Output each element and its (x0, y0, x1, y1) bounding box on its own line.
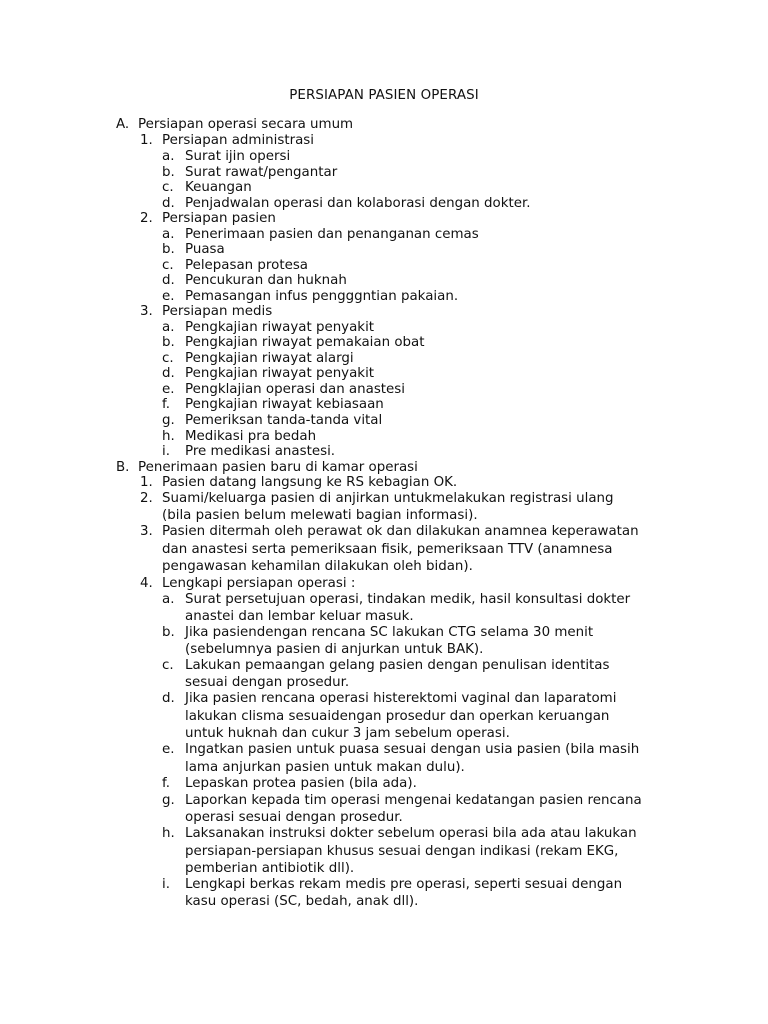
sublist-item-text: anastei dan lembar keluar masuk. (185, 609, 414, 624)
list-item-marker: 2. (140, 211, 153, 226)
sublist-item-text: lakukan clisma sesuaidengan prosedur dan operkan keruangan (185, 709, 610, 724)
section-heading: Penerimaan pasien baru di kamar operasi (138, 460, 418, 475)
sublist-item-text: pemberian antibiotik dll). (185, 861, 355, 876)
section-marker: B. (116, 460, 130, 475)
sublist-item-marker: b. (162, 242, 175, 257)
sublist-item-text: Puasa (185, 242, 225, 257)
sublist-item-text: Penjadwalan operasi dan kolaborasi dengan dokter. (185, 196, 531, 211)
sublist-item-marker: e. (162, 742, 175, 757)
sublist-item-marker: a. (162, 227, 175, 242)
list-item-marker: 2. (140, 491, 153, 506)
sublist-item-text: Surat persetujuan operasi, tindakan medik, hasil konsultasi dokter (185, 592, 631, 607)
list-item-text: (bila pasien belum melewati bagian informasi). (162, 508, 478, 523)
sublist-item-text: Surat ijin opersi (185, 149, 291, 164)
list-item-marker: 1. (140, 133, 153, 148)
sublist-item-text: untuk huknah dan cukur 3 jam sebelum operasi. (185, 726, 510, 741)
sublist-item-marker: b. (162, 335, 175, 350)
sublist-item-marker: a. (162, 320, 175, 335)
sublist-item-text: kasu operasi (SC, bedah, anak dll). (185, 894, 419, 909)
sublist-item-marker: b. (162, 165, 175, 180)
sublist-item-marker: c. (162, 658, 174, 673)
sublist-item-text: Medikasi pra bedah (185, 429, 317, 444)
list-item-marker: 1. (140, 475, 153, 490)
list-item-text: Persiapan pasien (162, 211, 276, 226)
sublist-item-marker: g. (162, 793, 175, 808)
sublist-item-text: Pengklajian operasi dan anastesi (185, 382, 405, 397)
sublist-item-marker: c. (162, 180, 174, 195)
sublist-item-text: Surat rawat/pengantar (185, 165, 338, 180)
sublist-item-text: lama anjurkan pasien untuk makan dulu). (185, 760, 465, 775)
sublist-item-text: Pemasangan infus pengggntian pakaian. (185, 289, 459, 304)
list-item-text: Pasien ditermah oleh perawat ok dan dilakukan anamnea keperawatan (162, 524, 639, 539)
sublist-item-marker: c. (162, 258, 174, 273)
sublist-item-text: Penerimaan pasien dan penanganan cemas (185, 227, 479, 242)
list-item-text: Persiapan administrasi (162, 133, 315, 148)
sublist-item-marker: b. (162, 625, 175, 640)
sublist-item-text: Keuangan (185, 180, 252, 195)
sublist-item-text: Ingatkan pasien untuk puasa sesuai dengan usia pasien (bila masih (185, 742, 640, 757)
section-heading: Persiapan operasi secara umum (138, 117, 354, 132)
sublist-item-text: Pengkajian riwayat alargi (185, 351, 354, 366)
sublist-item-text: (sebelumnya pasien di anjurkan untuk BAK). (185, 642, 484, 657)
sublist-item-text: operasi sesuai dengan prosedur. (185, 810, 403, 825)
sublist-item-marker: c. (162, 351, 174, 366)
list-item-text: Pasien datang langsung ke RS kebagian OK. (162, 475, 458, 490)
sublist-item-text: Pengkajian riwayat penyakit (185, 320, 375, 335)
sublist-item-marker: d. (162, 196, 175, 211)
list-item-text: Suami/keluarga pasien di anjirkan untukmelakukan registrasi ulang (162, 491, 614, 506)
sublist-item-text: sesuai dengan prosedur. (185, 675, 350, 690)
sublist-item-marker: h. (162, 826, 175, 841)
list-item-marker: 4. (140, 576, 153, 591)
list-item-text: Persiapan medis (162, 304, 273, 319)
sublist-item-marker: d. (162, 691, 175, 706)
sublist-item-text: Laporkan kepada tim operasi mengenai kedatangan pasien rencana (185, 793, 642, 808)
sublist-item-marker: e. (162, 382, 175, 397)
sublist-item-marker: i. (162, 877, 170, 892)
sublist-item-text: Lepaskan protea pasien (bila ada). (185, 776, 417, 791)
sublist-item-text: Pemeriksan tanda-tanda vital (185, 413, 383, 428)
sublist-item-text: Pengkajian riwayat penyakit (185, 366, 375, 381)
sublist-item-text: Lakukan pemaangan gelang pasien dengan penulisan identitas (185, 658, 610, 673)
sublist-item-text: persiapan-persiapan khusus sesuai dengan indikasi (rekam EKG, (185, 844, 619, 859)
sublist-item-text: Jika pasiendengan rencana SC lakukan CTG selama 30 menit (185, 625, 594, 640)
sublist-item-marker: g. (162, 413, 175, 428)
sublist-item-marker: e. (162, 289, 175, 304)
sublist-item-marker: a. (162, 149, 175, 164)
list-item-marker: 3. (140, 524, 153, 539)
sublist-item-marker: f. (162, 397, 170, 412)
list-item-marker: 3. (140, 304, 153, 319)
sublist-item-text: Pencukuran dan huknah (185, 273, 347, 288)
sublist-item-marker: d. (162, 366, 175, 381)
list-item-text: dan anastesi serta pemeriksaan fisik, pemeriksaan TTV (anamnesa (162, 542, 613, 557)
sublist-item-marker: i. (162, 444, 170, 459)
sublist-item-marker: f. (162, 776, 170, 791)
sublist-item-text: Pre medikasi anastesi. (185, 444, 336, 459)
sublist-item-marker: d. (162, 273, 175, 288)
sublist-item-marker: h. (162, 429, 175, 444)
sublist-item-marker: a. (162, 592, 175, 607)
document-title: PERSIAPAN PASIEN OPERASI (289, 88, 479, 103)
list-item-text: pengawasan kehamilan dilakukan oleh bidan). (162, 559, 473, 574)
sublist-item-text: Lengkapi berkas rekam medis pre operasi, seperti sesuai dengan (185, 877, 623, 892)
section-marker: A. (116, 117, 130, 132)
sublist-item-text: Laksanakan instruksi dokter sebelum operasi bila ada atau lakukan (185, 826, 637, 841)
sublist-item-text: Pengkajian riwayat pemakaian obat (185, 335, 425, 350)
sublist-item-text: Jika pasien rencana operasi histerektomi vaginal dan laparatomi (185, 691, 617, 706)
list-item-text: Lengkapi persiapan operasi : (162, 576, 356, 591)
sublist-item-text: Pelepasan protesa (185, 258, 308, 273)
sublist-item-text: Pengkajian riwayat kebiasaan (185, 397, 384, 412)
